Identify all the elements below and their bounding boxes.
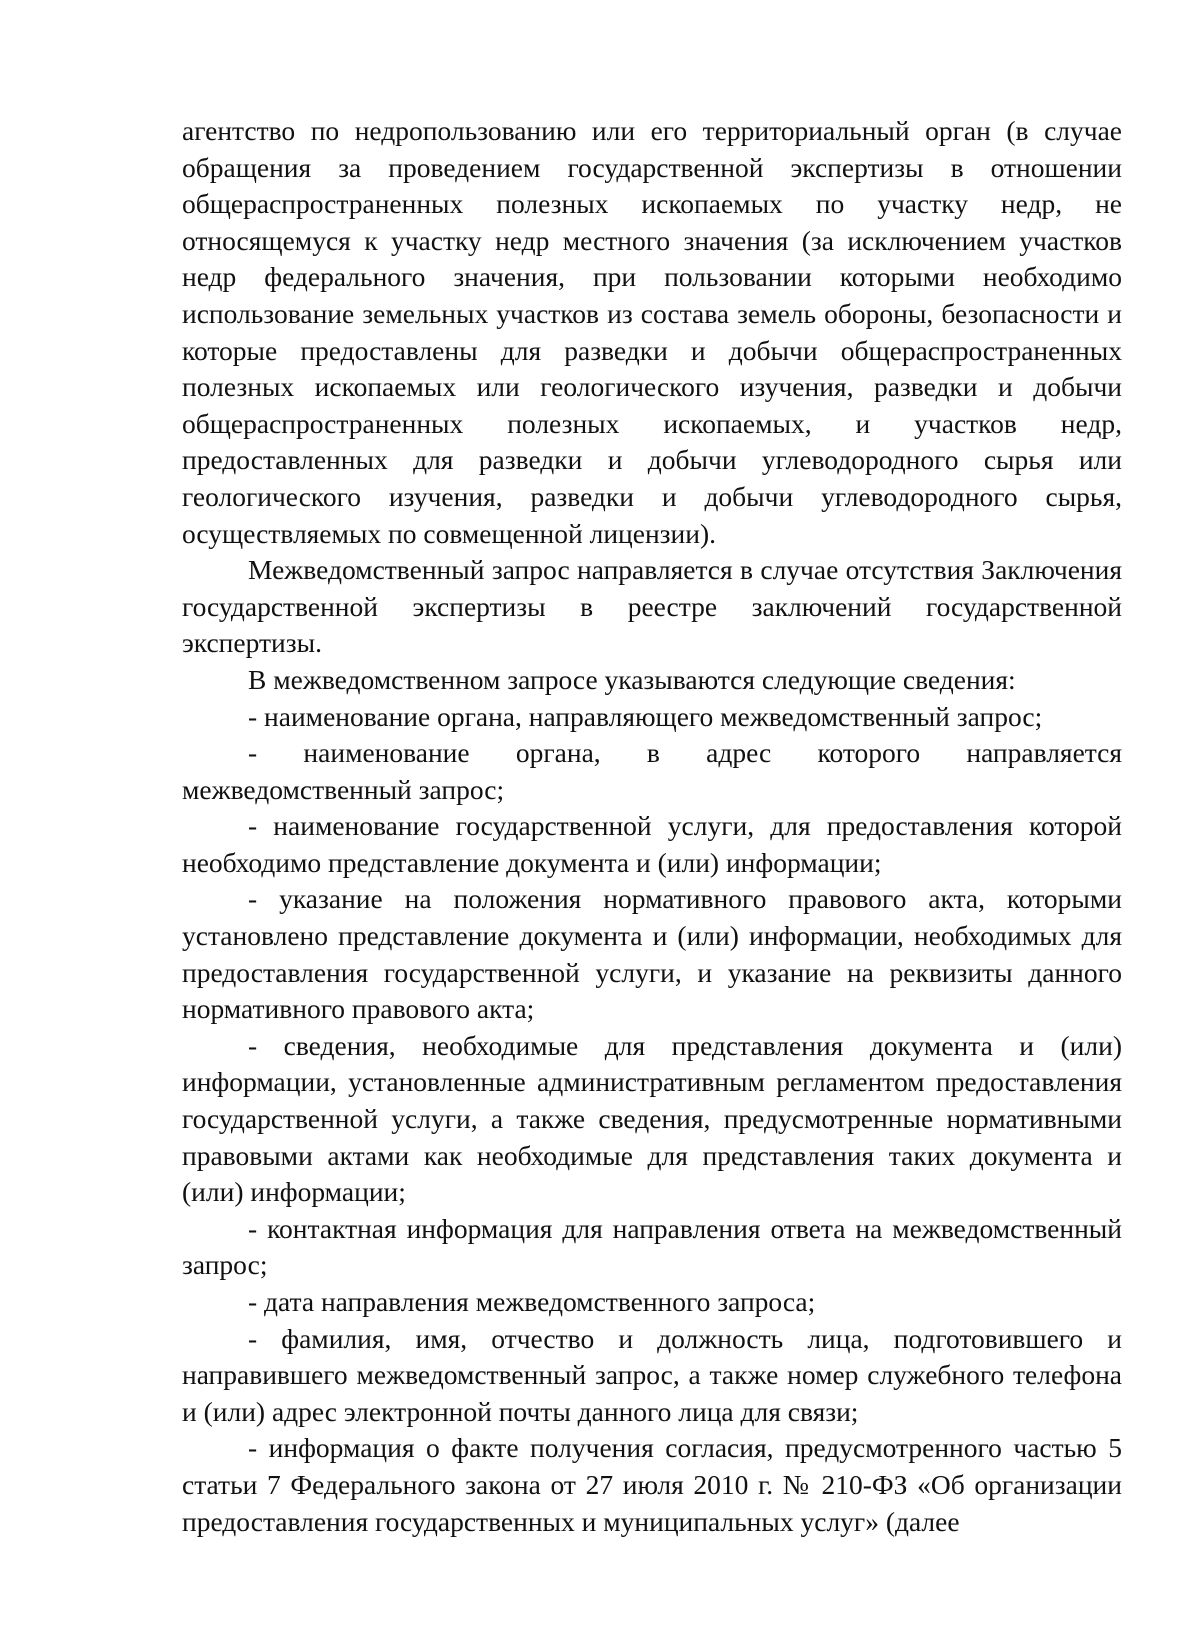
list-item: - наименование государственной услуги, для предоставления которой необходимо представление документа и (или) информации; (182, 810, 1122, 878)
list-item: - информация о факте получения согласия, предусмотренного частью 5 статьи 7 Федерального закона от 27 июля 2010 г. № 210-ФЗ «Об организации предоставления государственных и муниципальных услуг» (далее (182, 1432, 1122, 1537)
document-body (182, 113, 1122, 1540)
paragraph-interagency-request: Межведомственный запрос направляется в случае отсутствия Заключения государственной экспертизы в реестре заключений государственной экспертизы. (182, 554, 1122, 659)
list-item: - фамилия, имя, отчество и должность лица, подготовившего и направившего межведомственный запрос, а также номер служебного телефона и (или) адрес электронной почты данного лица для связи; (182, 1322, 1122, 1427)
list-item: - сведения, необходимые для представления документа и (или) информации, установленные административным регламентом предоставления государственной услуги, а также сведения, предусмотренные нормативными правовыми актами как необходимые для представления таких документа и (или) информации; (182, 1029, 1122, 1208)
list-item: - наименование органа, в адрес которого направляется межведомственный запрос; (182, 737, 1122, 805)
list-item: - наименование органа, направляющего межведомственный запрос; (248, 700, 1043, 732)
paragraph-continuation: агентство по недропользованию или его территориальный орган (в случае обращения за проведением государственной экспертизы в отношении общераспространенных полезных ископаемых по участку недр, не относящемуся к участку недр местного значения (за исключением участков недр федерального значения, при пользовании которыми необходимо использование земельных участков из состава земель обороны, безопасности и которые предоставлены для разведки и добычи общераспространенных полезных ископаемых или геологического изучения, разведки и добычи общераспространенных полезных ископаемых, и участков недр, предоставленных для разведки и добычи углеводородного сырья или геологического изучения, разведки и добычи углеводородного сырья, осуществляемых по совмещенной лицензии). (182, 115, 1122, 549)
paragraph-request-contents-intro: В межведомственном запросе указываются следующие сведения: (248, 663, 1016, 695)
list-item: - дата направления межведомственного запроса; (248, 1286, 816, 1317)
list-item: - указание на положения нормативного правового акта, которыми установлено представление документа и (или) информации, необходимых для предоставления государственной услуги, и указание на реквизиты данного нормативного правового акта; (182, 883, 1122, 1025)
list-item: - контактная информация для направления ответа на межведомственный запрос; (182, 1212, 1122, 1281)
